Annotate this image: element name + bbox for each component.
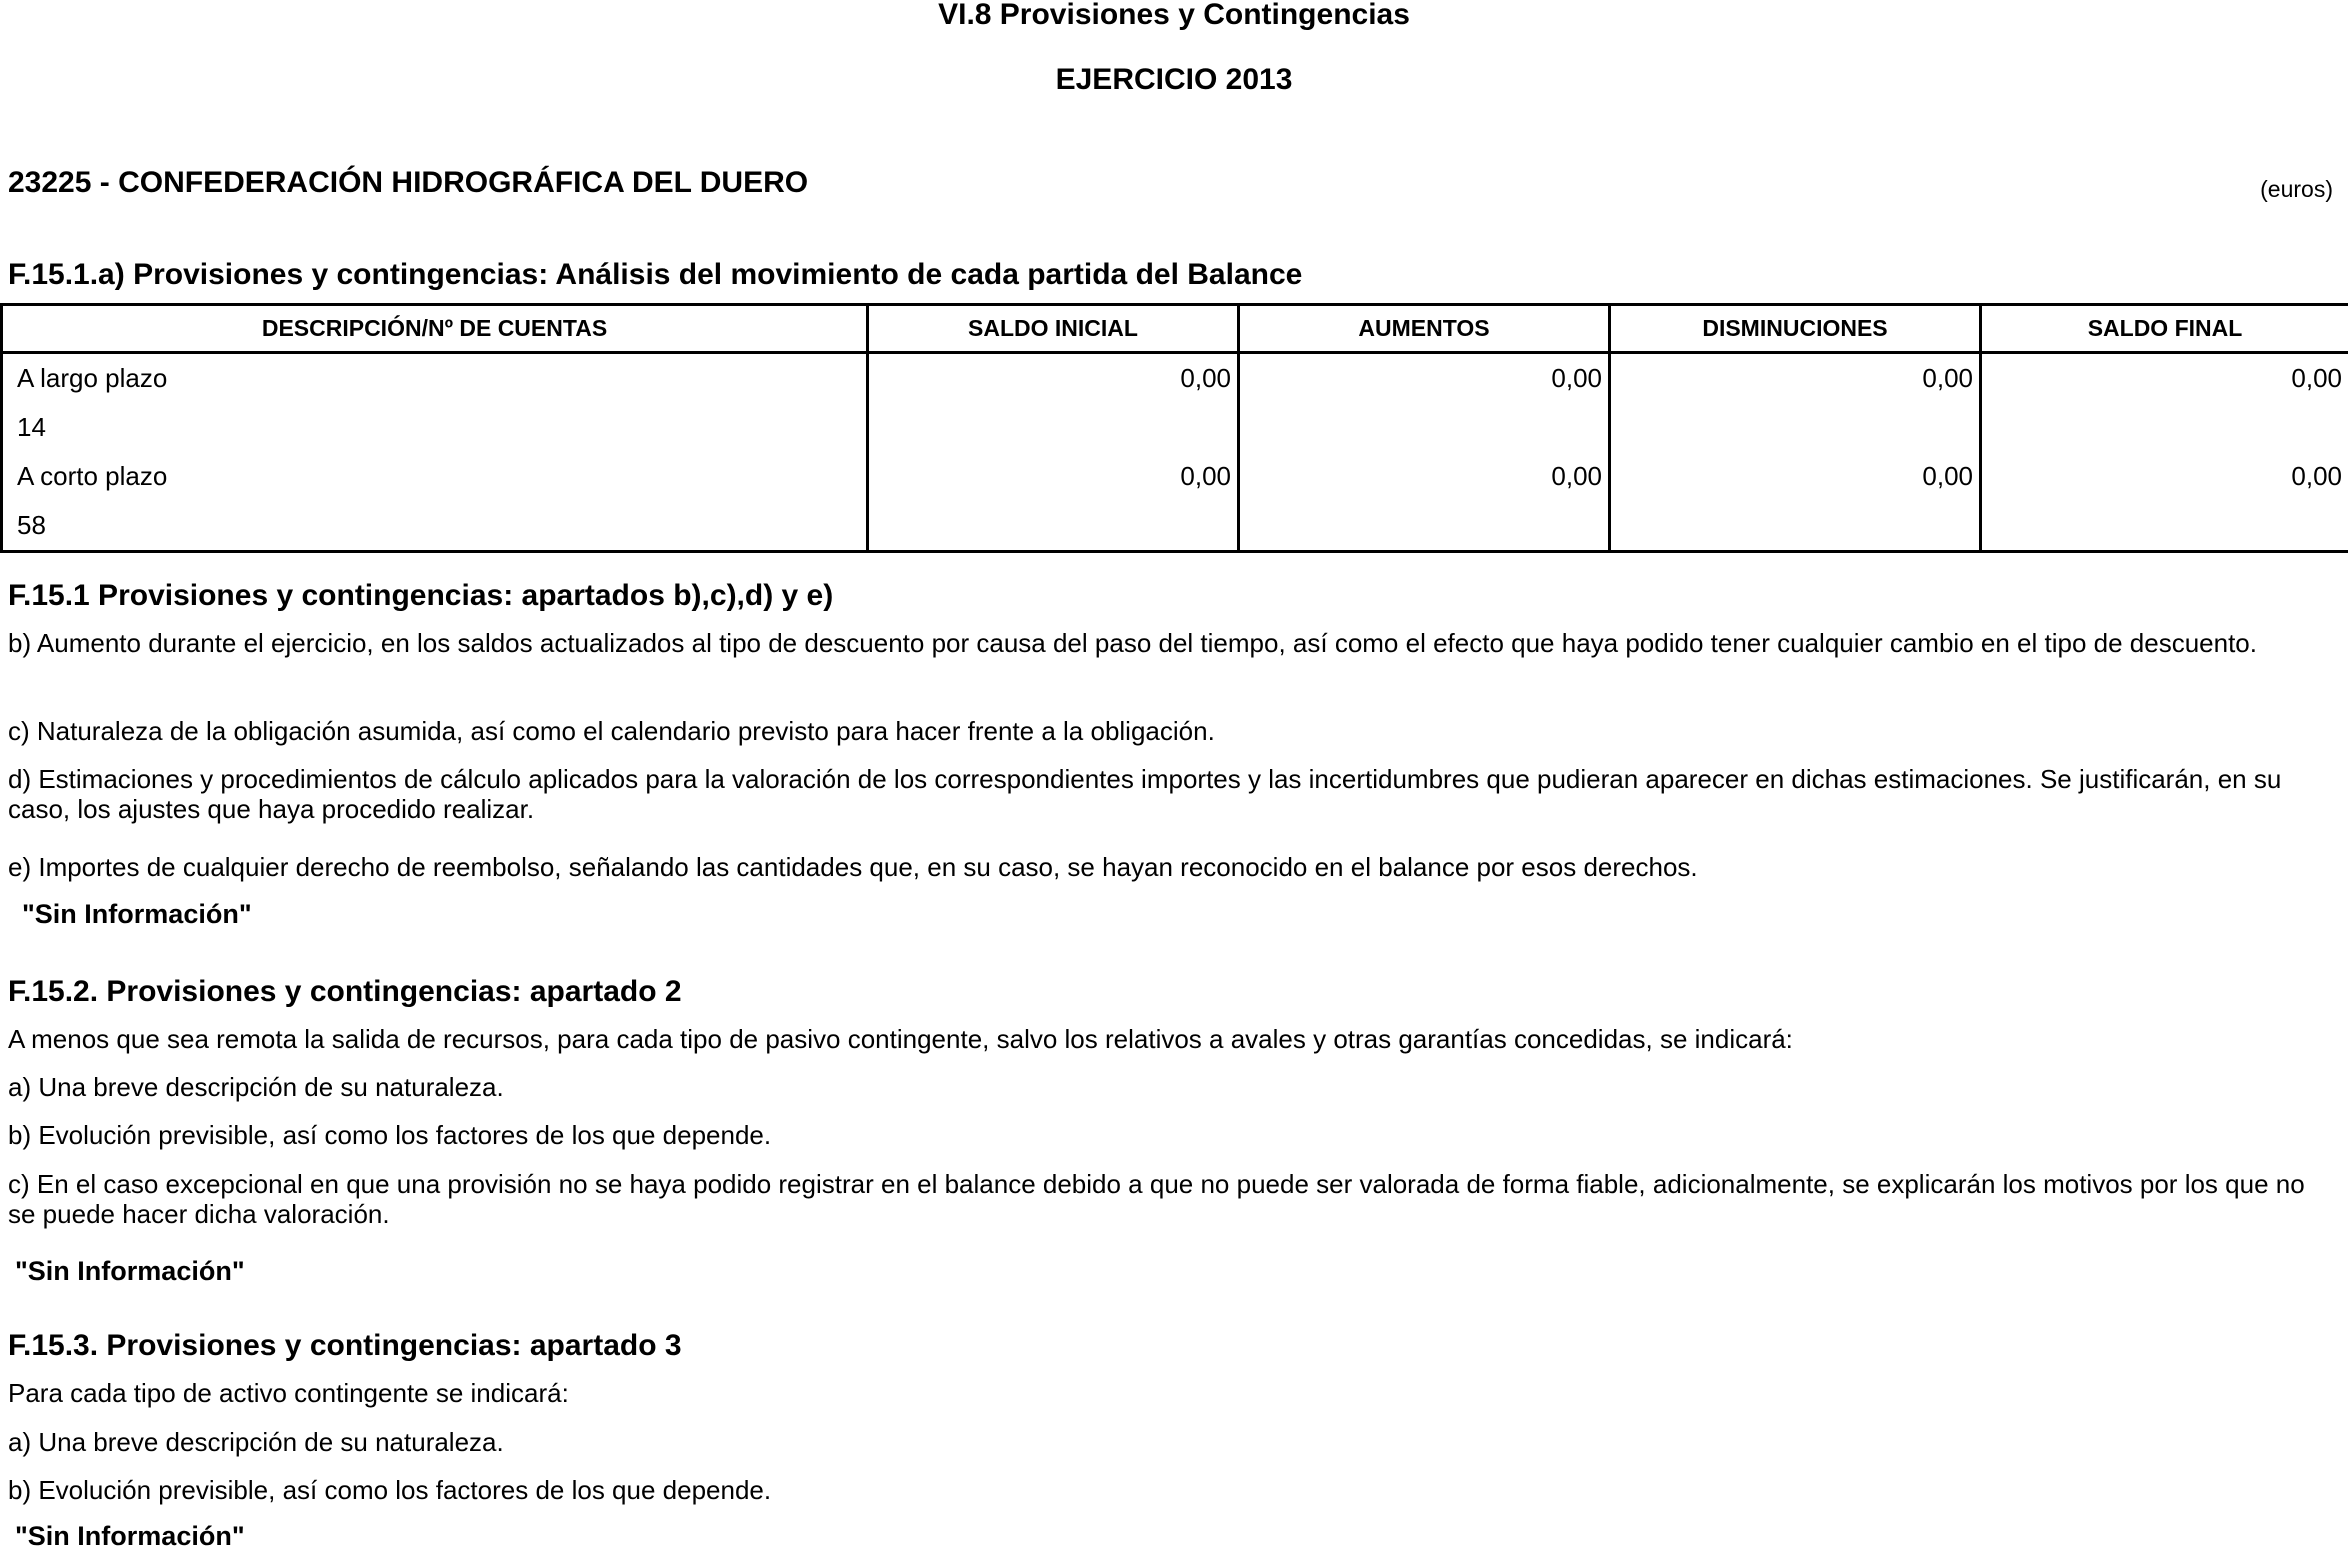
cell-aumentos: 0,00	[1239, 353, 1610, 404]
table-row	[2, 501, 2348, 552]
item-b-text: b) Evolución previsible, así como los factores de los que depende.	[8, 1120, 2328, 1150]
row-description: A corto plazo	[2, 452, 868, 501]
cell-saldo-final: 0,00	[1981, 353, 2348, 404]
row-account-number: 14	[2, 403, 868, 452]
table-header-row	[2, 305, 2348, 353]
item-e-text: e) Importes de cualquier derecho de reembolso, señalando las cantidades que, en su caso, se hayan reconocido en el balance por esos derechos.	[8, 852, 2328, 882]
row-account-number: 58	[2, 501, 868, 552]
cell-saldo-final	[1981, 501, 2348, 552]
item-a-text: a) Una breve descripción de su naturaleza.	[8, 1072, 2328, 1102]
cell-disminuciones	[1610, 501, 1981, 552]
item-c-text: c) En el caso excepcional en que una provisión no se haya podido registrar en el balance debido a que no puede ser valorada de forma fiable, adicionalmente, se explicarán los motivos por los que no se puede hacer dicha valoración.	[8, 1169, 2328, 1229]
item-c-text: c) Naturaleza de la obligación asumida, así como el calendario previsto para hacer frente a la obligación.	[8, 716, 2328, 746]
currency-units: (euros)	[2260, 176, 2333, 203]
item-d-text: d) Estimaciones y procedimientos de cálculo aplicados para la valoración de los correspondientes importes y las incertidumbres que pudieran aparecer en dichas estimaciones. Se justificarán, en su caso, los ajustes que haya procedido realizar.	[8, 764, 2328, 824]
provisions-table	[0, 303, 2348, 553]
cell-aumentos	[1239, 501, 1610, 552]
no-information-note: "Sin Información"	[15, 1521, 245, 1552]
cell-saldo-inicial: 0,00	[868, 353, 1239, 404]
item-b-text: b) Aumento durante el ejercicio, en los saldos actualizados al tipo de descuento por causa del paso del tiempo, así como el efecto que haya podido tener cualquier cambio en el tipo de descuento.	[8, 628, 2328, 658]
report-title: VI.8 Provisiones y Contingencias	[0, 0, 2348, 32]
col-header-descripcion: DESCRIPCIÓN/Nº DE CUENTAS	[2, 305, 868, 353]
no-information-note: "Sin Información"	[22, 899, 252, 930]
section-intro-text: Para cada tipo de activo contingente se indicará:	[8, 1378, 2328, 1408]
cell-saldo-inicial	[868, 501, 1239, 552]
section-title-f152: F.15.2. Provisiones y contingencias: apartado 2	[8, 975, 682, 1009]
section-intro-text: A menos que sea remota la salida de recursos, para cada tipo de pasivo contingente, salvo los relativos a avales y otras garantías concedidas, se indicará:	[8, 1024, 2328, 1054]
section-title-f151: F.15.1 Provisiones y contingencias: apartados b),c),d) y e)	[8, 579, 833, 613]
no-information-note: "Sin Información"	[15, 1256, 245, 1287]
row-description: A largo plazo	[2, 353, 868, 404]
cell-saldo-final	[1981, 403, 2348, 452]
cell-saldo-inicial: 0,00	[868, 452, 1239, 501]
col-header-aumentos: AUMENTOS	[1239, 305, 1610, 353]
col-header-disminuciones: DISMINUCIONES	[1610, 305, 1981, 353]
entity-name: 23225 - CONFEDERACIÓN HIDROGRÁFICA DEL DUERO	[8, 166, 808, 200]
section-title-f151a: F.15.1.a) Provisiones y contingencias: Análisis del movimiento de cada partida del Balance	[8, 258, 1302, 292]
col-header-saldo-final: SALDO FINAL	[1981, 305, 2348, 353]
cell-disminuciones: 0,00	[1610, 353, 1981, 404]
item-b-text: b) Evolución previsible, así como los factores de los que depende.	[8, 1475, 2328, 1505]
table-row	[2, 353, 2348, 404]
fiscal-year: EJERCICIO 2013	[0, 63, 2348, 97]
col-header-saldo-inicial: SALDO INICIAL	[868, 305, 1239, 353]
cell-disminuciones: 0,00	[1610, 452, 1981, 501]
cell-saldo-final: 0,00	[1981, 452, 2348, 501]
cell-aumentos: 0,00	[1239, 452, 1610, 501]
cell-saldo-inicial	[868, 403, 1239, 452]
cell-disminuciones	[1610, 403, 1981, 452]
table-row	[2, 403, 2348, 452]
table-row	[2, 452, 2348, 501]
item-a-text: a) Una breve descripción de su naturaleza.	[8, 1427, 2328, 1457]
cell-aumentos	[1239, 403, 1610, 452]
section-title-f153: F.15.3. Provisiones y contingencias: apartado 3	[8, 1329, 682, 1363]
